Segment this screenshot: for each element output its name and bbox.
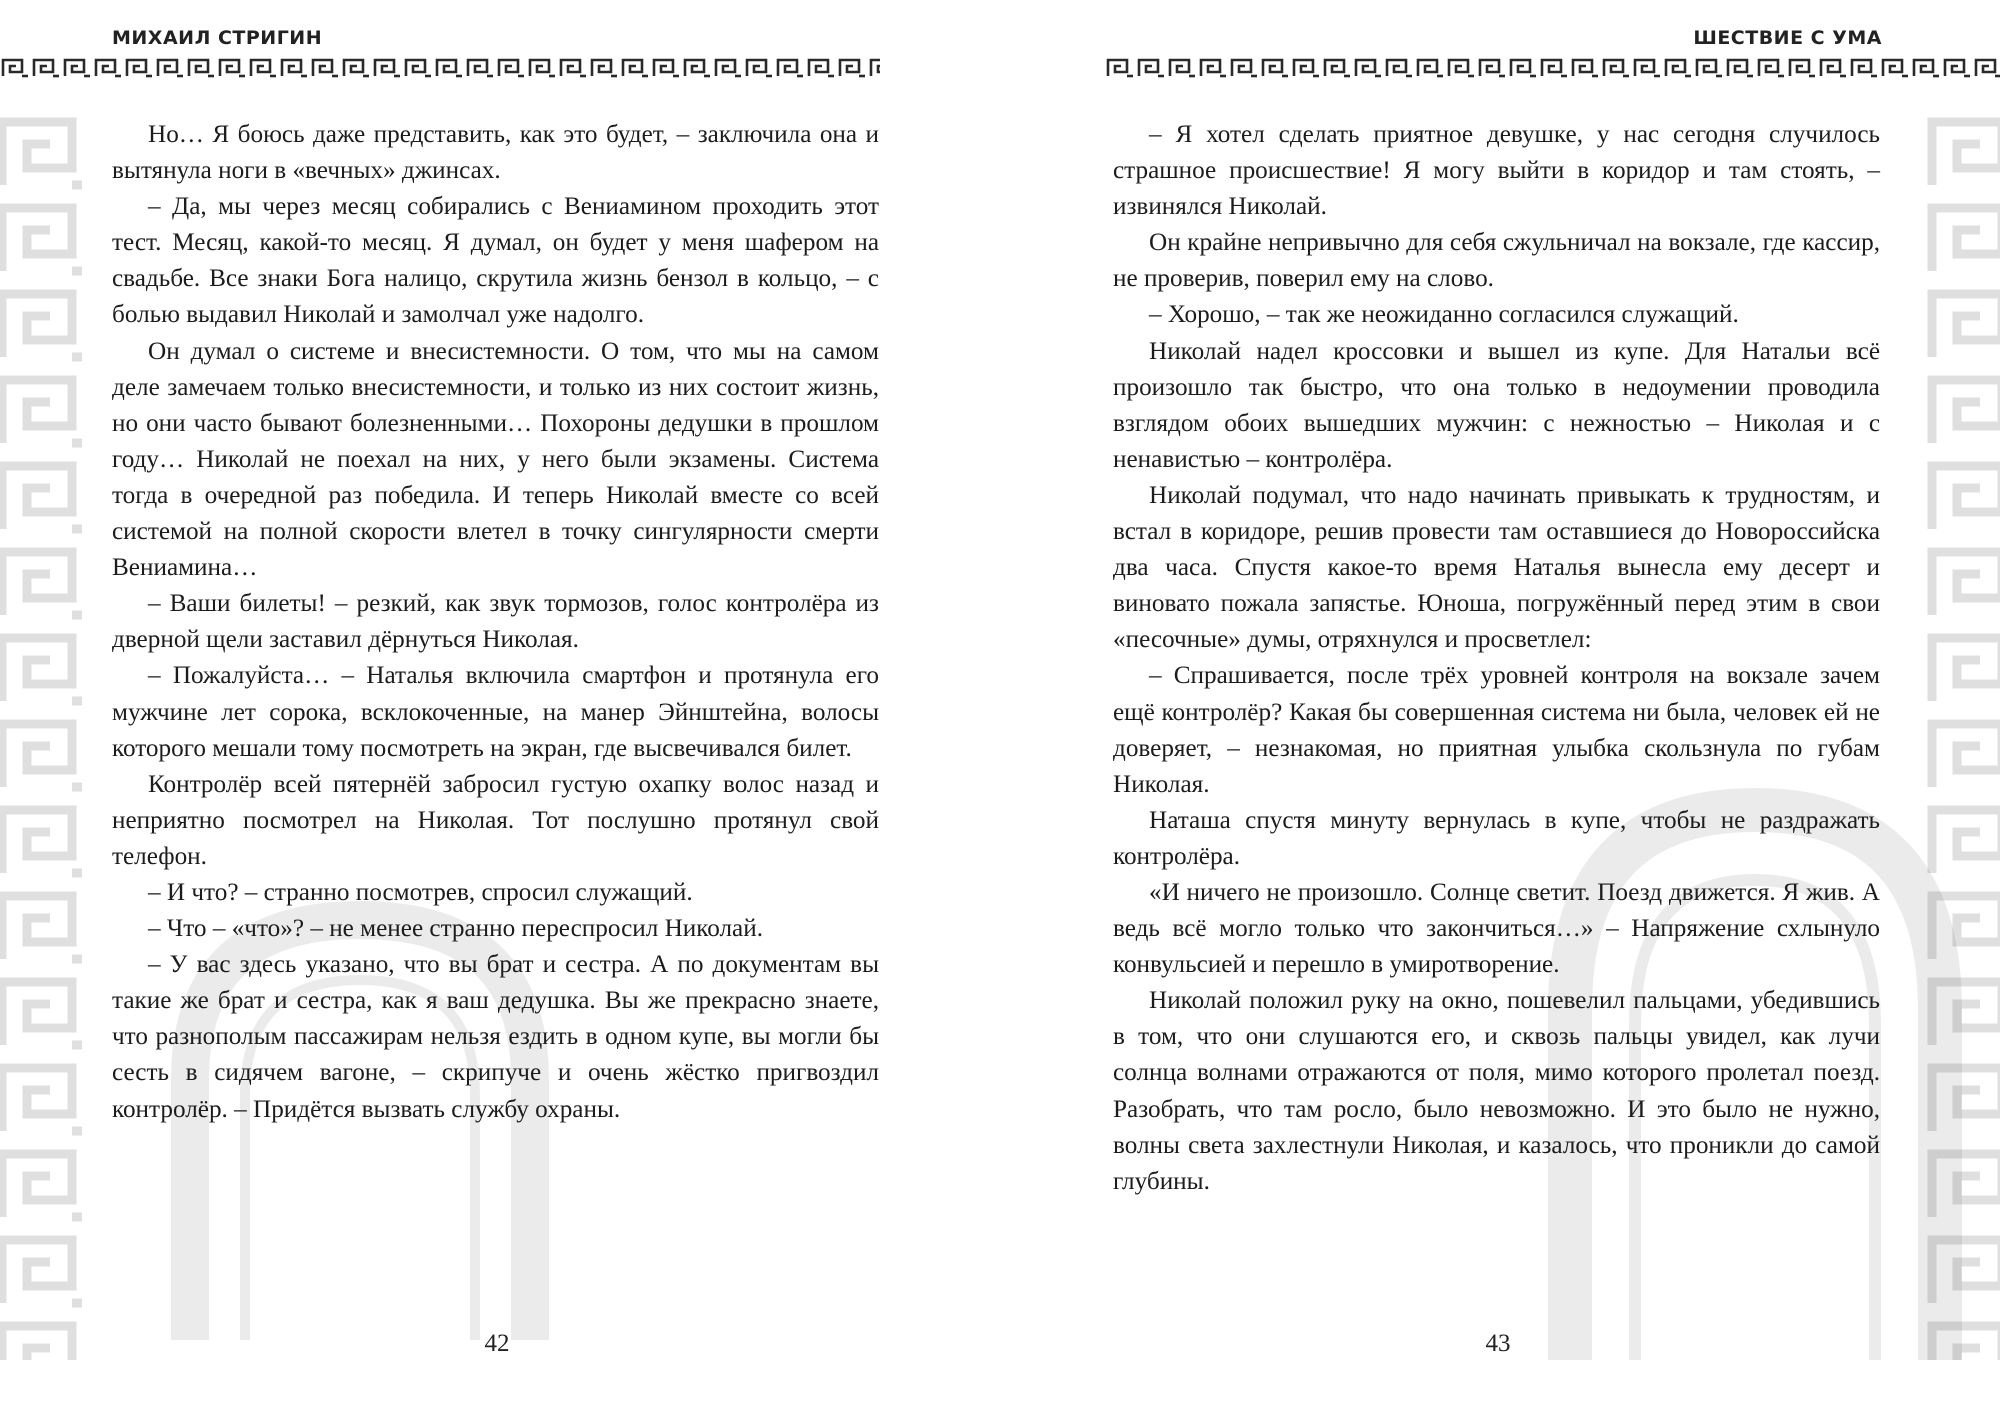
running-head-author: МИХАИЛ СТРИГИН xyxy=(112,27,323,49)
left-page-body-text xyxy=(112,117,879,1128)
right-page-body-text xyxy=(1113,117,1880,1200)
paragraph: – Что – «что»? – не менее странно переспросил Николай. xyxy=(148,915,764,943)
meander-border-top-right xyxy=(1105,55,2000,81)
paragraph: Но… Я боюсь даже представить, как это будет, – заключила она и вытянула ноги в «вечных» джинсах. xyxy=(112,121,879,185)
paragraph: – Пожалуйста… – Наталья включила смартфон и протянула его мужчине лет сорока, всклокоченные, на манер Эйнштейна, волосы которого мешали тому посмотреть на экран, где высвечивался билет. xyxy=(112,662,879,762)
page-number-right: 43 xyxy=(1485,1330,1511,1357)
running-head-title: ШЕСТВИЕ С УМА xyxy=(1693,27,1882,49)
paragraph: Николай надел кроссовки и вышел из купе. Для Натальи всё произошло так быстро, что она только в недоумении проводила взглядом обоих вышедших мужчин: с нежностью – Николая и с ненавистью – контролёра. xyxy=(1113,337,1880,473)
paragraph: Николай подумал, что надо начинать привыкать к трудностям, и встал в коридоре, решив провести там оставшиеся до Новороссийска два часа. Спустя какое-то время Наталья вынесла ему десерт и виновато пожала запястье. Юноша, погружённый перед этим в свои «песочные» думы, отряхнулся и просветлел: xyxy=(1113,481,1880,654)
paragraph: – И что? – странно посмотрев, спросил служащий. xyxy=(148,878,693,906)
paragraph: – Спрашивается, после трёх уровней контроля на вокзале зачем ещё контролёр? Какая бы совершенная система ни была, человек ей не доверяет, – незнакомая, но приятная улыбка скользнула по губам Николая. xyxy=(1113,662,1880,798)
paragraph: – Да, мы через месяц собирались с Вениамином проходить этот тест. Месяц, какой-то месяц. Я думал, он будет у меня шафером на свадьбе. Все знаки Бога налицо, скрутила жизнь бензол в кольцо, – с болью выдавил Николай и замолчал уже надолго. xyxy=(112,193,879,329)
meander-border-top-left xyxy=(0,55,880,81)
paragraph: Николай положил руку на окно, пошевелил пальцами, убедившись в том, что они слушаются его, и сквозь пальцы увидел, как лучи солнца волнами отражаются от поля, мимо которого пролетал поезд. Разобрать, что там росло, было невозможно. И это было не нужно, волны света захлестнули Николая, и казалось, что проникли до самой глубины. xyxy=(1113,987,1880,1195)
meander-side-strip-left xyxy=(0,110,92,1360)
paragraph: Контролёр всей пятернёй забросил густую охапку волос назад и неприятно посмотрел на Николая. Тот послушно протянул свой телефон. xyxy=(112,770,879,870)
paragraph: – Я хотел сделать приятное девушке, у нас сегодня случилось страшное происшествие! Я могу выйти в коридор и там стоять, – извинялся Николай. xyxy=(1113,121,1880,221)
paragraph: Он крайне непривычно для себя сжульничал на вокзале, где кассир, не проверив, поверил ему на слово. xyxy=(1113,229,1880,293)
paragraph: – Хорошо, – так же неожиданно согласился служащий. xyxy=(1149,301,1739,329)
paragraph: Он думал о системе и внесистемности. О том, что мы на самом деле замечаем только внесистемности, и только из них состоит жизнь, но они часто бывают болезненными… Похороны дедушки в прошлом году… Николай не поехал на них, у него были экзамены. Система тогда в очередной раз победила. И теперь Николай вместе со всей системой на полной скорости влетел в точку сингулярности смерти Вениамина… xyxy=(112,337,879,582)
paragraph: «И ничего не произошло. Солнце светит. Поезд движется. Я жив. А ведь всё могло только что закончиться…» – Напряжение схлынуло конвульсией и перешло в умиротворение. xyxy=(1113,878,1880,979)
right-page xyxy=(1000,0,2000,1409)
paragraph: Наташа спустя минуту вернулась в купе, чтобы не раздражать контролёра. xyxy=(1113,806,1880,870)
page-number-left: 42 xyxy=(484,1330,510,1357)
paragraph: – У вас здесь указано, что вы брат и сестра. А по документам вы такие же брат и сестра, как я ваш дедушка. Вы же прекрасно знаете, что разнополым пассажирам нельзя ездить в одном купе, вы могли бы сесть в сидячем вагоне, – скрипуче и очень жёстко пригвоздил контролёр. – Придётся вызвать службу охраны. xyxy=(112,951,879,1123)
paragraph: – Ваши билеты! – резкий, как звук тормозов, голос контролёра из дверной щели заставил дёрнуться Николая. xyxy=(112,590,879,654)
